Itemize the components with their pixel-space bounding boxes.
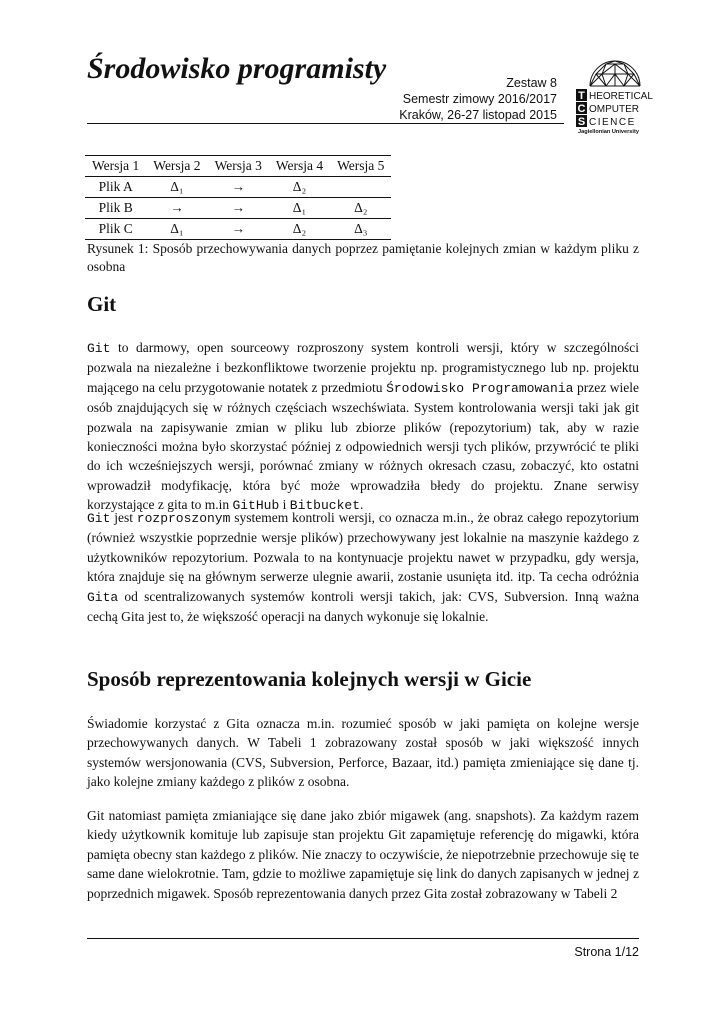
header-rule	[87, 123, 564, 124]
text-run: od scentralizowanych systemów kontroli wersji takich, jak: CVS, Subversion. Inną ważna cechą Gita jest to, że większość operacji na danych wykonuje się lokalnie.	[87, 588, 639, 625]
git-paragraph-2	[87, 508, 639, 626]
table-header-cell: Wersja 4	[275, 158, 324, 173]
text-run: przez wiele osób znajdujących się w różnych częściach wszechświata. System kontrolowania wersji taki jak git pozwala na zapisywanie zmian w pliku lub zbiorze plików (repozytorium) tak, aby w razie konieczności można było skorzystać później z odpowiednich wersji tych plików, przywrócić te pliki do ich wcześniejszych wersji, porównać zmiany w różnych okresach czasu, zobaczyć, kto ostatni wprowadził modyfikację, która być może wprowadziła błedy do projektu. Znane serwisy korzystające z gita to m.in	[87, 379, 639, 513]
semester: Semestr zimowy 2016/2017	[402, 92, 557, 106]
table-cell: Δ₁	[170, 179, 184, 194]
logo-line-2: OMPUTER	[589, 104, 639, 115]
table-cell: →	[231, 179, 245, 194]
tcs-logo	[574, 56, 656, 134]
versions-table	[85, 155, 391, 240]
table-cell	[330, 177, 391, 198]
logo-university: Jagiellonian University	[578, 129, 639, 134]
text-run: systemem kontroli wersji, co oznacza m.in., że obraz całego repozytorium (również wszystkie poprzednie wersje plików) przechowywany jest lokalnie na maszynie każdego z użytkowników repozytorium. Pozwala to na kontynuacje projektu nawet w przypadku, gdy wersja, która znajduje się na głównym serwerze ulegnie awarii, zostanie usunięta itd. itp. Ta cecha odróżnia	[87, 510, 639, 585]
set-number: Zestaw 8	[506, 76, 557, 90]
logo-letter-c: C	[577, 103, 586, 115]
table-cell: Δ₁	[292, 200, 307, 215]
table-cell: Δ₂	[292, 221, 307, 236]
table-cell: Δ₂	[354, 200, 368, 215]
table-cell: →	[231, 200, 245, 215]
table-header-cell: Wersja 5	[337, 158, 385, 173]
logo-line-3: CIENCE	[589, 117, 636, 128]
code-term: Git	[87, 511, 111, 526]
logo-letter-s: S	[577, 116, 586, 128]
representation-paragraph-2: Git natomiast pamięta zmianiające się dane jako zbiór migawek (ang. snapshots). Za każdym razem kiedy użytkownik komituje lub zapisuje stan projektu Git zapamiętuje referencję do migawki, która pamięta obecny stan każdego z plików. Nie znaczy to oczywiście, że niepotrzebnie przechowuje się te same dane wielokrotnie. Tam, gdzie to możliwe zapamiętuje się link do danych zapisanych w jednej z poprzednich migawek. Sposób reprezentowania danych przez Gita został zobrazowany w Tabeli 2	[87, 808, 639, 901]
table-cell: Δ₃	[354, 221, 368, 236]
section-heading-git: Git	[87, 292, 117, 316]
code-term: Bitbucket	[289, 498, 360, 514]
table-row	[85, 219, 391, 240]
table-cell: Plik A	[98, 179, 133, 194]
table-cell: Δ₂	[292, 179, 307, 194]
table-cell: →	[231, 221, 245, 236]
code-term: Środowisko Programowania	[386, 380, 574, 396]
place-date: Kraków, 26-27 listopad 2015	[399, 108, 557, 122]
logo-letter-t: T	[578, 90, 585, 102]
code-term: Gita	[87, 589, 119, 605]
table-row	[85, 177, 391, 198]
table-row	[85, 198, 391, 219]
table-header-cell: Wersja 2	[153, 158, 201, 173]
table-cell: Plik C	[98, 221, 133, 236]
text-run: i	[279, 497, 290, 513]
section-heading-representation: Sposób reprezentowania kolejnych wersji w Gicie	[87, 667, 532, 691]
document-title: Środowisko programisty	[87, 52, 387, 85]
text-run: to darmowy, open sourceowy rozproszony system kontroli wersji, który w szczególności pozwala na niezależne i bezkonfliktowe tworzenie projektu np. programistycznego lub np. projektu mającego na celu przygotowanie notatek z przedmiotu	[87, 340, 639, 395]
git-paragraph-1	[87, 338, 639, 516]
table-header-cell: Wersja 3	[214, 158, 262, 173]
table-cell: Plik B	[98, 200, 133, 215]
table-cell: →	[170, 200, 184, 215]
code-term: rozproszonym	[136, 511, 231, 526]
page-number: Strona 1/12	[574, 945, 639, 959]
code-term: GitHub	[232, 498, 280, 514]
figure-caption: Rysunek 1: Sposób przechowywania danych poprzez pamiętanie kolejnych zmian w każdym pliku z osobna	[87, 241, 639, 274]
header-info	[399, 75, 557, 123]
table-header-cell: Wersja 1	[92, 158, 140, 173]
table-cell: Δ₁	[170, 221, 184, 236]
text-run: .	[360, 497, 364, 513]
footer-rule	[87, 938, 639, 939]
representation-paragraph-1: Świadomie korzystać z Gita oznacza m.in. rozumieć sposób w jaki pamięta on kolejne wersje przechowywanych danych. W Tabeli 1 zobrazowany został sposób w jaki większość innych systemów wersjonowania (CVS, Subversion, Perforce, Bazaar, itd.) pamięta zmieniające się dane tj. jako kolejne zmiany każdego z plików z osobna.	[87, 716, 639, 790]
logo-line-1: HEORETICAL	[589, 91, 653, 102]
table-header-row	[85, 156, 391, 177]
text-run: jest	[110, 510, 137, 525]
code-term: Git	[87, 341, 111, 356]
